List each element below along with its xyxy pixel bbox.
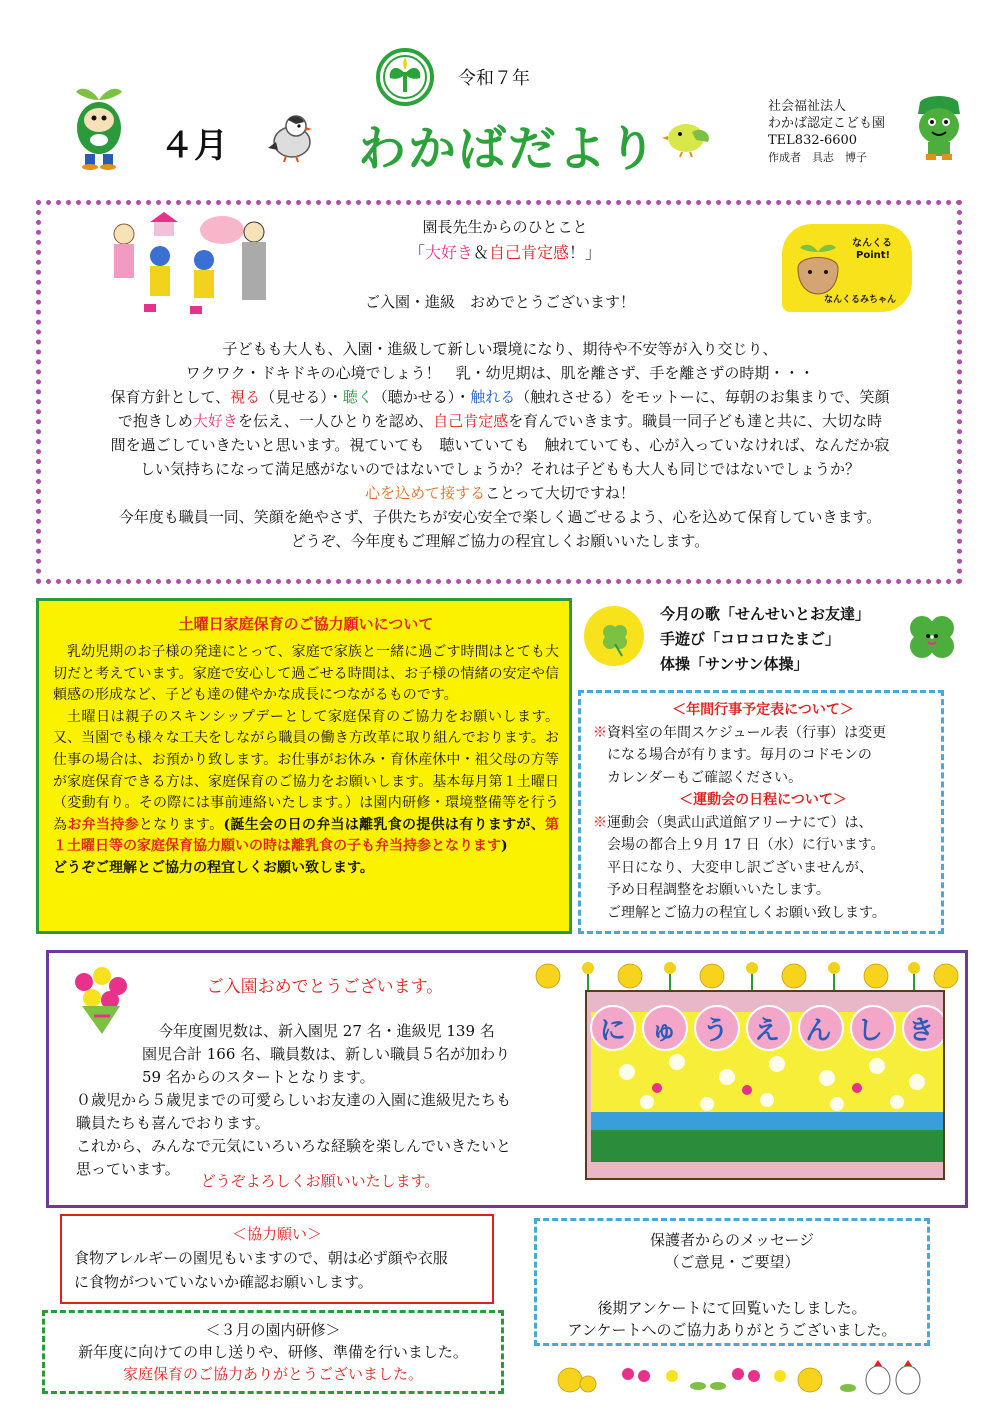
organization-info bbox=[768, 98, 885, 166]
song-of-month: 今月の歌「せんせいとお友達」 bbox=[660, 605, 871, 623]
welcome-heading: ご入園おめでとうございます。 bbox=[206, 977, 444, 997]
newsletter-title: わかばだより bbox=[358, 121, 659, 177]
l3-text-b: （見せる）・ bbox=[260, 388, 343, 406]
schedule-heading-2: ＜運動会の日程について＞ bbox=[679, 792, 847, 808]
schedule-text-1 bbox=[593, 722, 933, 745]
principal-line-9: どうぞ、今年度もご理解ご協力の程宜しくお願いいたします。 bbox=[290, 532, 710, 550]
p2-text-a: 土曜日は親子のスキンシップデーとして家庭保育のご協力をお願いします。又、当園でも様々な工夫をしながら職員の働き方改革に取り組んでおります。お仕事の場合は、お預かり致します。お仕事がお休み・育休産休中・祖父母の方等が家庭保育できる方は、家庭保育のご協力をお願いします。基本毎月第１土曜日（変動有り。その際には事前連絡いたします。）は園内研修・環境整備等を行う為 bbox=[53, 708, 559, 833]
schedule-text-8: ご理解とご協力の程宜しくお願い致します。 bbox=[607, 904, 886, 921]
motto-bracket-close: ！」 bbox=[569, 243, 602, 262]
l7-rest: ことって大切ですね！ bbox=[485, 484, 635, 502]
welcome-line-2: 園児合計 166 名、職員数は、新しい職員５名が加わり bbox=[142, 1045, 511, 1063]
banner-char-6: し bbox=[856, 1016, 883, 1046]
principal-line-1: 子どもも大人も、入園・進級して新しい環境になり、期待や不安等が入り交じり、 bbox=[222, 340, 778, 358]
entrance-ceremony-photo bbox=[585, 990, 945, 1180]
parents-line-1: 後期アンケートにて回覧いたしました。 bbox=[597, 1299, 867, 1317]
sprout-mascot-icon bbox=[70, 78, 128, 170]
welcome-line-1: 今年度園児数は、新入園児 27 名・進級児 139 名 bbox=[158, 1022, 495, 1040]
saturday-closing: どうぞご理解とご協力の程宜しくお願い致します。 bbox=[53, 859, 374, 876]
schedule-text-4 bbox=[593, 812, 933, 835]
four-leaf-clover-icon bbox=[904, 610, 960, 668]
p2-bento: お弁当持参 bbox=[67, 816, 139, 833]
banner-char-1: に bbox=[599, 1016, 626, 1046]
principal-line-4 bbox=[50, 409, 950, 433]
nankuru-point-badge bbox=[782, 224, 912, 312]
schedule-mark-2: ※ bbox=[593, 814, 607, 831]
parents-message-box bbox=[534, 1218, 930, 1346]
principal-motto bbox=[360, 240, 650, 263]
l3-miru: 視る bbox=[230, 388, 261, 406]
nyuenshiki-banner bbox=[587, 1010, 945, 1047]
principal-greeting: ご入園・進級 おめでとうございます！ bbox=[364, 293, 635, 311]
l3-text-a: 保育方針として、 bbox=[110, 388, 231, 406]
bird-icon bbox=[662, 112, 716, 158]
principal-line-2: ワクワク・ドキドキの心境でしょう！ 乳・幼児期は、肌を離さず、手を離さずの時期・・・ bbox=[185, 364, 815, 382]
l4-daisuki: 大好き bbox=[192, 412, 238, 430]
banner-char-2: ゅ bbox=[651, 1016, 678, 1046]
motto-bracket-open: 「 bbox=[408, 243, 425, 262]
training-line-2: 家庭保育のご協力ありがとうございました。 bbox=[122, 1365, 423, 1383]
badge-name: なんくるみちゃん bbox=[824, 295, 897, 305]
clover-sun-icon bbox=[582, 604, 646, 668]
badge-point: Point! bbox=[856, 250, 891, 261]
march-training-box bbox=[42, 1310, 504, 1394]
training-heading: ＜３月の園内研修＞ bbox=[205, 1321, 341, 1339]
motto-jiko: 自己肯定感 bbox=[489, 243, 570, 262]
badge-nankuru: なんくる bbox=[852, 238, 892, 249]
welcome-line-7: 思っています。 bbox=[76, 1160, 180, 1178]
org-author: 作成者 具志 博子 bbox=[768, 151, 867, 164]
org-type: 社会福祉法人 bbox=[768, 99, 847, 114]
training-line-1: 新年度に向けての申し送りや、研修、準備を行いました。 bbox=[78, 1343, 468, 1361]
cooperation-heading: ＜協力願い＞ bbox=[231, 1225, 322, 1243]
schedule-heading-1: ＜年間行事予定表について＞ bbox=[672, 702, 854, 718]
p2-red-notice: 第１土曜日等の家庭保育協力願いの時は離乳食の子も弁当持参となります bbox=[53, 816, 560, 855]
banner-char-5: ん bbox=[805, 1016, 832, 1046]
schedule-text-2: になる場合が有ります。毎月のコドモンの bbox=[607, 747, 872, 763]
schedule-t4: 運動会（奥武山武道館アリーナにて）は、 bbox=[607, 814, 873, 831]
saturday-paragraph-1: 乳幼児期のお子様の発達にとって、家庭で家族と一緒に過ごす時間はとても大切だと考えています。家庭で安心して過ごせる時間は、お子様の情緒の安定や信頼感の形成など、子ども達の健やかな成長につながるものです。 bbox=[53, 644, 559, 704]
l3-fureru: 触れる bbox=[470, 388, 516, 406]
flower-bouquet-icon bbox=[62, 962, 140, 1036]
parents-subheading: （ご意見・ご要望） bbox=[664, 1253, 800, 1271]
nankurumi-chan-icon bbox=[790, 238, 846, 298]
schedule-text-6: 平日になり、大変申し訳ございませんが、 bbox=[607, 859, 873, 876]
saturday-heading: 土曜日家庭保育のご協力願いについて bbox=[178, 615, 434, 633]
motto-and: ＆ bbox=[472, 243, 489, 262]
saturday-home-care-box bbox=[36, 598, 572, 934]
era-label: 令和７年 bbox=[458, 68, 530, 89]
hand-play: 手遊び「コロコロたまご」 bbox=[660, 630, 841, 648]
welcome-line-5: 職員たちも喜んでおります。 bbox=[76, 1114, 270, 1132]
saturday-paragraph-2 bbox=[53, 707, 559, 858]
l3-text-d: （触れさせる）をモットーに、毎朝のお集まりで、笑顔 bbox=[515, 388, 890, 406]
exercise: 体操「サンサン体操」 bbox=[660, 655, 809, 673]
p2-bold: (誕生会の日の弁当は離乳食の提供は有りますが、 bbox=[223, 816, 546, 833]
principal-line-5: 間を過ごしていきたいと思います。視ていても 聴いていても 触れていても、心が入っていなければ、なんだか寂 bbox=[110, 436, 890, 454]
banner-char-7: き bbox=[908, 1016, 935, 1046]
l4-jiko: 自己肯定感 bbox=[433, 412, 509, 430]
wakaba-logo-icon bbox=[376, 48, 434, 106]
l7-highlight: 心を込めて接する bbox=[365, 484, 486, 502]
green-mascot-icon bbox=[910, 92, 968, 164]
principal-line-3 bbox=[50, 385, 950, 409]
monthly-songs bbox=[660, 602, 870, 677]
schedule-notice-box bbox=[578, 690, 944, 934]
parents-heading: 保護者からのメッセージ bbox=[649, 1231, 815, 1249]
schedule-mark-1: ※ bbox=[593, 724, 607, 741]
principal-line-7 bbox=[50, 481, 950, 505]
welcome-line-4: ０歳児から５歳児までの可愛らしいお友達の入園に進級児たちも bbox=[76, 1091, 512, 1109]
banner-char-4: え bbox=[753, 1016, 780, 1046]
family-school-illustration-icon bbox=[104, 208, 290, 326]
org-tel: TEL832-6600 bbox=[768, 133, 858, 148]
motto-daisuki: 大好き bbox=[424, 243, 473, 262]
principal-line-6: しい気持ちになって満足感がないのではないでしょうか？それは子どもも大人も同じではないでしょうか？ bbox=[139, 460, 860, 478]
month-label: ４月 bbox=[160, 126, 228, 166]
chick-flower-border-icon bbox=[530, 956, 960, 992]
schedule-t1: 資料室の年間スケジュール表（行事）は変更 bbox=[607, 724, 887, 741]
cooperation-request-box bbox=[60, 1214, 494, 1304]
cooperation-line-1: 食物アレルギーの園児もいますので、朝は必ず顔や衣服 bbox=[74, 1249, 448, 1267]
schedule-text-3: カレンダーもご確認ください。 bbox=[607, 769, 803, 786]
principal-heading: 園長先生からのひとこと bbox=[422, 218, 588, 236]
parents-line-2: アンケートへのご協力ありがとうございました。 bbox=[567, 1321, 897, 1339]
welcome-closing: どうぞよろしくお願いいたします。 bbox=[200, 1172, 440, 1190]
l4-text-a: で抱きしめ bbox=[117, 412, 193, 430]
l3-text-c: （聴かせる）・ bbox=[372, 388, 471, 406]
l4-text-b: を伝え、一人ひとりを認め、 bbox=[237, 412, 434, 430]
cooperation-line-2: に食物がついていないか確認お願いします。 bbox=[74, 1273, 373, 1291]
l3-kiku: 聴く bbox=[342, 388, 373, 406]
welcome-line-3: 59 名からのスタートとなります。 bbox=[142, 1068, 375, 1086]
banner-char-3: う bbox=[702, 1016, 729, 1046]
chicks-flowers-footer-icon bbox=[548, 1354, 928, 1398]
org-name: わかば認定こども園 bbox=[768, 116, 886, 131]
principal-line-8: 今年度も職員一同、笑顔を絶やさず、子供たちが安心安全で楽しく過ごせるよう、心を込めて保育していきます。 bbox=[118, 508, 882, 526]
p2-close: ) bbox=[501, 838, 508, 855]
schedule-text-5: 会場の都合上９月 17 日（水）に行います。 bbox=[607, 837, 885, 853]
schedule-text-7: 予め日程調整をお願いいたします。 bbox=[607, 882, 830, 898]
l4-text-c: を育んでいきます。職員一同子ども達と共に、大切な時 bbox=[508, 412, 883, 430]
p2-text-b: となります。 bbox=[138, 816, 224, 833]
welcome-line-6: これから、みんなで元気にいろいろな経験を楽しんでいきたいと bbox=[76, 1137, 512, 1155]
sparrow-icon bbox=[266, 108, 320, 164]
